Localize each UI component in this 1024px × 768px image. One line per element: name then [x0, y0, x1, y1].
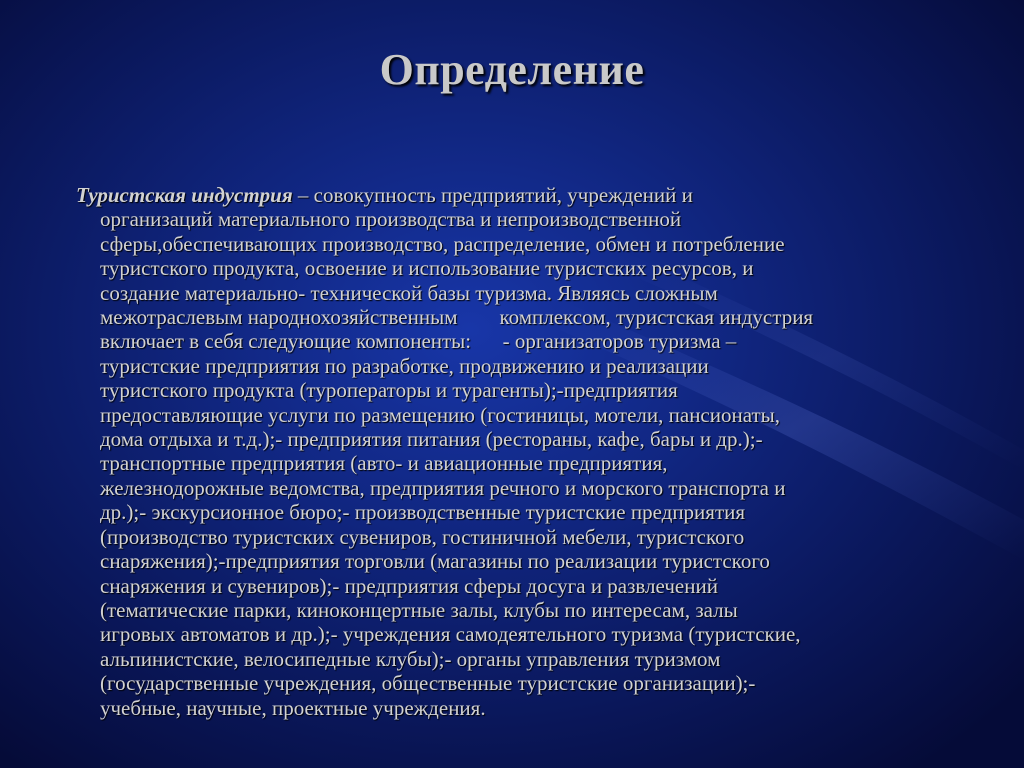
- first-line-text: – совокупность предприятий, учреждений и: [292, 183, 693, 207]
- defined-term: Туристская индустрия: [76, 183, 293, 207]
- definition-line: железнодорожные ведомства, предприятия речного и морского транспорта и: [100, 475, 786, 500]
- definition-first-line: [76, 183, 966, 207]
- definition-text: [76, 183, 966, 720]
- definition-line: снаряжения и сувениров);- предприятия сферы досуга и развлечений: [100, 573, 718, 598]
- definition-line: (производство туристских сувениров, гостиничной мебели, туристского: [100, 524, 745, 549]
- definition-line: предоставляющие услуги по размещению (гостиницы, мотели, пансионаты,: [100, 402, 781, 427]
- definition-line: учебные, научные, проектные учреждения.: [100, 695, 486, 720]
- slide-title: Определение: [379, 45, 645, 94]
- definition-line: включает в себя следующие компоненты: - организаторов туризма –: [100, 329, 737, 354]
- definition-line: транспортные предприятия (авто- и авиационные предприятия,: [100, 451, 668, 476]
- definition-line: альпинистские, велосипедные клубы);- органы управления туризмом: [100, 646, 721, 671]
- definition-line: игровых автоматов и др.);- учреждения самодеятельного туризма (туристские,: [100, 622, 801, 647]
- definition-line: дома отдыха и т.д.);- предприятия питания (рестораны, кафе, бары и др.);-: [100, 427, 763, 452]
- definition-line: межотраслевым народнохозяйственным комплексом, туристская индустрия: [100, 305, 814, 330]
- definition-line: (государственные учреждения, общественные туристские организации);-: [100, 671, 756, 696]
- definition-line: (тематические парки, киноконцертные залы, клубы по интересам, залы: [100, 597, 738, 622]
- definition-line: снаряжения);-предприятия торговли (магазины по реализации туристского: [100, 549, 770, 574]
- definition-line: сферы,обеспечивающих производство, распределение, обмен и потребление: [100, 231, 785, 256]
- definition-line: создание материально- технической базы туризма. Являясь сложным: [100, 280, 718, 305]
- definition-line: туристского продукта, освоение и использование туристских ресурсов, и: [100, 256, 754, 281]
- definition-line: туристского продукта (туроператоры и турагенты);-предприятия: [100, 378, 678, 403]
- definition-line: туристские предприятия по разработке, продвижению и реализации: [100, 353, 709, 378]
- definition-line: др.);- экскурсионное бюро;- производственные туристские предприятия: [100, 500, 746, 525]
- definition-line: организаций материального производства и непроизводственной: [100, 207, 682, 232]
